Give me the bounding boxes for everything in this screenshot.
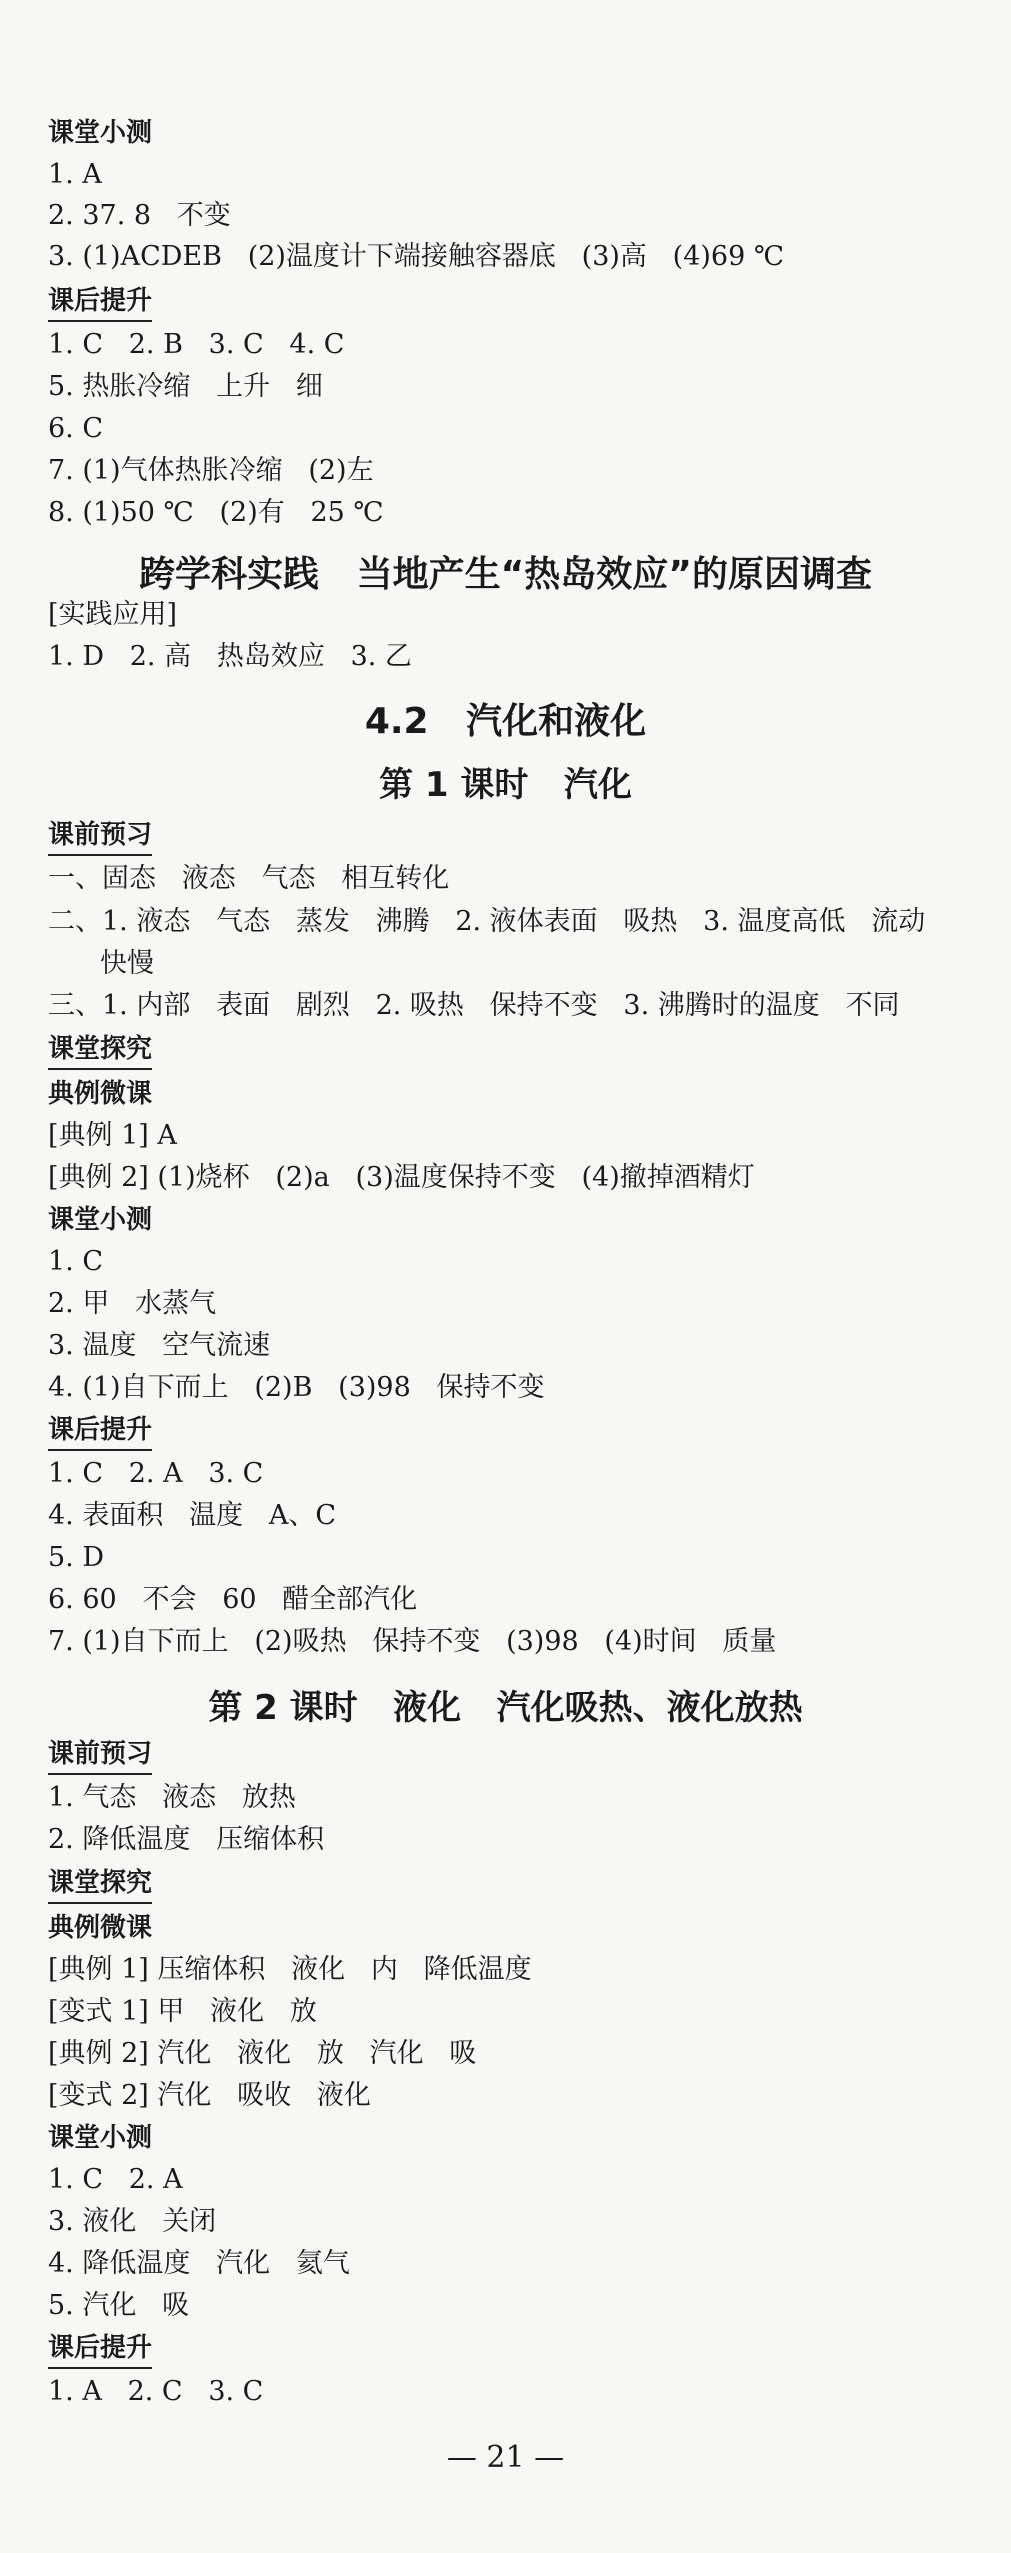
answer-line: 2. 甲 水蒸气 xyxy=(48,1288,217,1319)
answer-line: 5. D xyxy=(48,1542,104,1573)
section-label: 典例微课 xyxy=(48,1913,153,1943)
lesson-title: 第 1 课时 汽化 xyxy=(379,765,632,805)
answer-line: 4. 降低温度 汽化 氦气 xyxy=(48,2248,350,2279)
answer-line: 3. 温度 空气流速 xyxy=(48,1330,271,1361)
handwritten-section-label: 课后提升 xyxy=(48,284,152,322)
answer-line: 1. C xyxy=(48,1246,104,1277)
answer-line: [典例 1] A xyxy=(48,1120,177,1151)
answer-line: 3. 液化 关闭 xyxy=(48,2206,217,2237)
answer-line: 5. 热胀冷缩 上升 细 xyxy=(48,371,323,402)
handwritten-section-label: 课堂探究 xyxy=(48,1032,152,1070)
answer-line: 2. 降低温度 压缩体积 xyxy=(48,1824,325,1855)
answer-line: 1. 气态 液态 放热 xyxy=(48,1782,296,1813)
answer-line: 二、1. 液态 气态 蒸发 沸腾 2. 液体表面 吸热 3. 温度高低 流动 xyxy=(48,906,926,937)
answer-line: 6. C xyxy=(48,413,104,444)
section-label: 课堂小测 xyxy=(48,1205,153,1235)
answer-line: 1. A xyxy=(48,159,102,190)
answer-line: 1. A 2. C 3. C xyxy=(48,2376,264,2407)
answer-line: [典例 1] 压缩体积 液化 内 降低温度 xyxy=(48,1954,532,1985)
answer-line: 3. (1)ACDEB (2)温度计下端接触容器底 (3)高 (4)69 ℃ xyxy=(48,241,785,272)
section-label: [实践应用] xyxy=(48,599,178,630)
handwritten-section-label: 课前预习 xyxy=(48,818,152,856)
answer-line: 2. 37. 8 不变 xyxy=(48,200,231,231)
answer-line: 三、1. 内部 表面 剧烈 2. 吸热 保持不变 3. 沸腾时的温度 不同 xyxy=(48,990,900,1021)
answer-line: 1. D 2. 高 热岛效应 3. 乙 xyxy=(48,641,412,672)
answer-line: 4. 表面积 温度 A、C xyxy=(48,1500,336,1531)
answer-line: 1. C 2. B 3. C 4. C xyxy=(48,329,345,360)
answer-line: 7. (1)自下而上 (2)吸热 保持不变 (3)98 (4)时间 质量 xyxy=(48,1626,777,1657)
answer-line: [变式 1] 甲 液化 放 xyxy=(48,1996,317,2027)
handwritten-section-label: 课后提升 xyxy=(48,1413,152,1451)
section-label: 典例微课 xyxy=(48,1079,153,1109)
chapter-title: 4.2 汽化和液化 xyxy=(364,701,647,742)
answer-line: 1. C 2. A 3. C xyxy=(48,1458,264,1489)
answer-line: [典例 2] 汽化 液化 放 汽化 吸 xyxy=(48,2038,477,2069)
answer-line: 4. (1)自下而上 (2)B (3)98 保持不变 xyxy=(48,1372,545,1403)
lesson-title: 第 2 课时 液化 汽化吸热、液化放热 xyxy=(208,1688,803,1728)
page-number: — 21 — xyxy=(446,2440,565,2475)
answer-line: 1. C 2. A xyxy=(48,2164,183,2195)
answer-line: 7. (1)气体热胀冷缩 (2)左 xyxy=(48,455,374,486)
answer-line: 一、固态 液态 气态 相互转化 xyxy=(48,863,450,894)
answer-line: 5. 汽化 吸 xyxy=(48,2290,190,2321)
section-label: 课堂小测 xyxy=(48,2123,153,2153)
handwritten-section-label: 课堂探究 xyxy=(48,1866,152,1904)
answer-line: [变式 2] 汽化 吸收 液化 xyxy=(48,2080,371,2111)
handwritten-section-label: 课后提升 xyxy=(48,2331,152,2369)
answer-line: 6. 60 不会 60 醋全部汽化 xyxy=(48,1584,418,1615)
handwritten-section-label: 课前预习 xyxy=(48,1737,152,1775)
section-label: 课堂小测 xyxy=(48,118,153,148)
answer-line: 8. (1)50 ℃ (2)有 25 ℃ xyxy=(48,497,384,528)
practice-title: 跨学科实践 当地产生“热岛效应”的原因调查 xyxy=(139,554,872,595)
answer-line: [典例 2] (1)烧杯 (2)a (3)温度保持不变 (4)撤掉酒精灯 xyxy=(48,1162,755,1193)
answer-line-continued: 快慢 xyxy=(100,948,154,979)
